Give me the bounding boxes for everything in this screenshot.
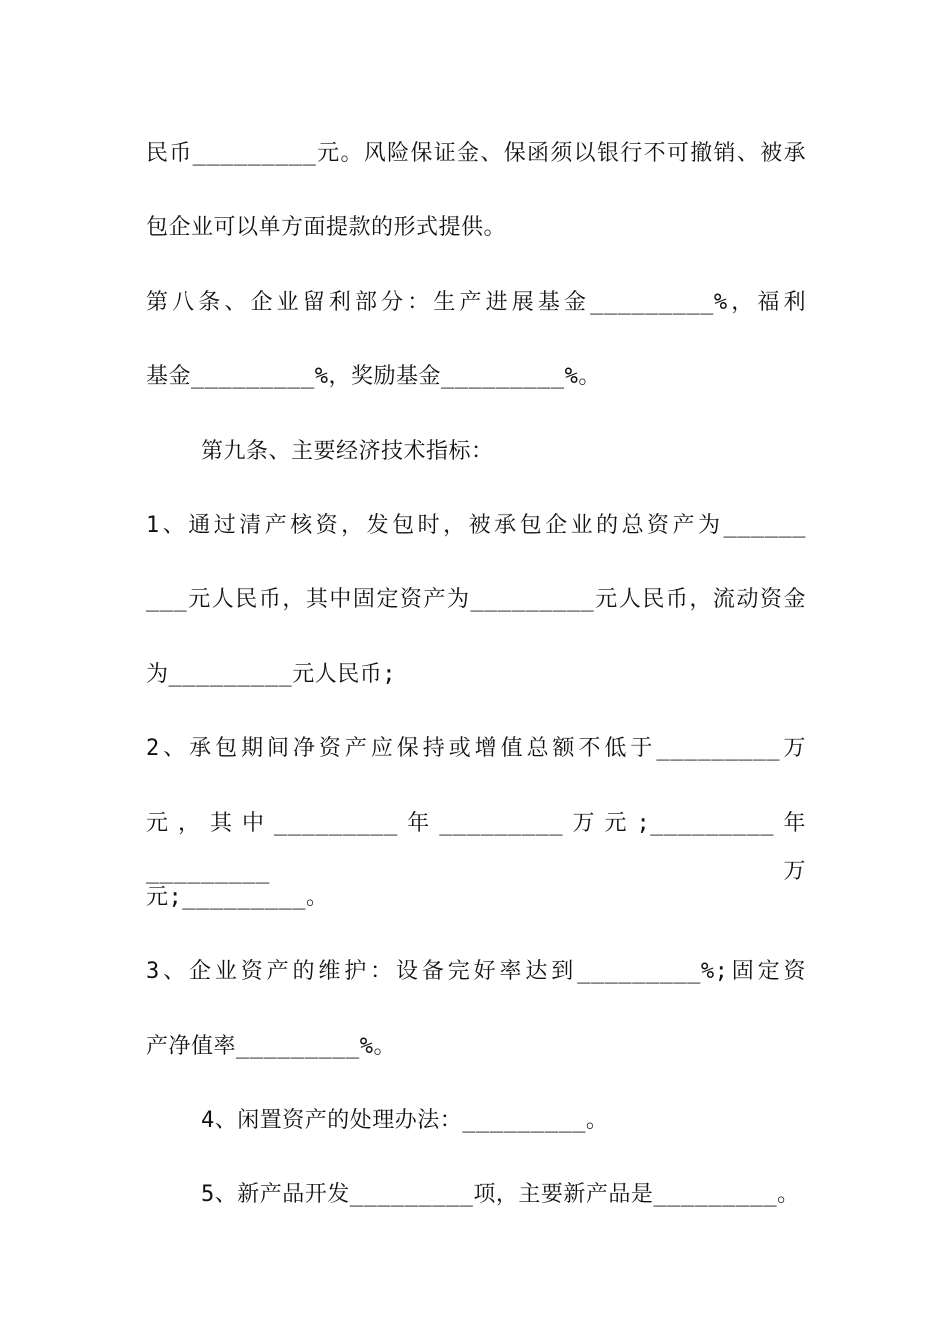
- text-line-11: 元;_________。: [146, 884, 329, 910]
- text-line-9: 2、承包期间净资产应保持或增值总额不低于_________万: [146, 736, 806, 762]
- contract-text-body: [146, 130, 806, 1246]
- text-line-15: 5、新产品开发_________项，主要新产品是_________。: [146, 1182, 800, 1208]
- text-line-7: ___元人民币，其中固定资产为_________元人民币，流动资金: [146, 587, 806, 613]
- text-line-1: 民币_________元。风险保证金、保函须以银行不可撤销、被承: [146, 141, 806, 166]
- text-line-8: 为_________元人民币;: [146, 661, 396, 687]
- text-line-3: 第八条、企业留利部分：生产进展基金_________%，福利: [146, 289, 806, 315]
- text-line-14: 4、闲置资产的处理办法：_________。: [146, 1108, 609, 1134]
- text-line-4: 基金_________%，奖励基金_________%。: [146, 364, 601, 390]
- text-line-10: 元，其中_________年_________万元;_________年_________万: [146, 810, 806, 884]
- text-line-6: 1、通过清产核资，发包时，被承包企业的总资产为______: [146, 512, 806, 538]
- text-line-12: 3、企业资产的维护：设备完好率达到_________%;固定资: [146, 959, 806, 985]
- text-line-2: 包企业可以单方面提款的形式提供。: [146, 215, 507, 241]
- text-line-13: 产净值率_________%。: [146, 1033, 396, 1059]
- text-line-5: 第九条、主要经济技术指标：: [146, 438, 494, 464]
